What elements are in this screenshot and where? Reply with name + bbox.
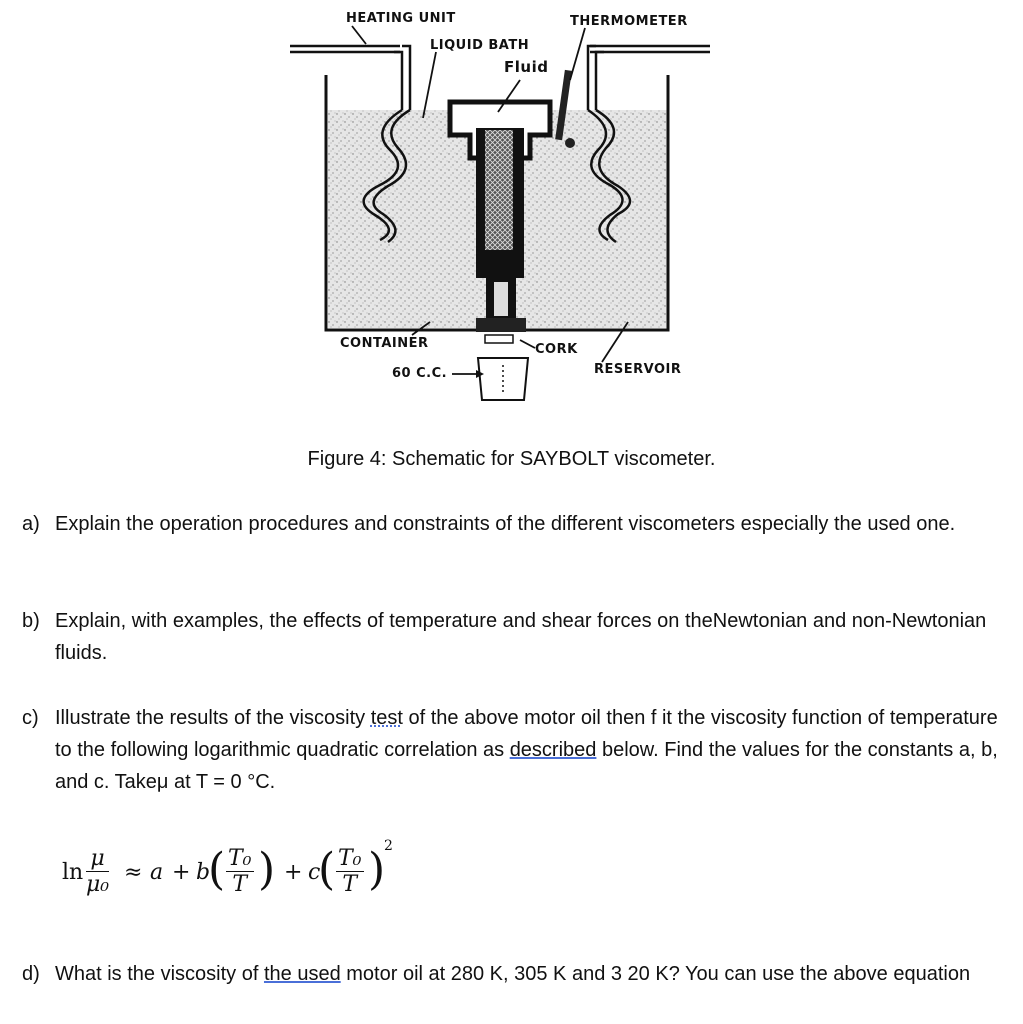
viscosity-equation (62, 838, 422, 912)
eq-left-paren-2: ( (318, 844, 336, 895)
saybolt-viscometer-figure (280, 0, 740, 420)
eq-exponent: 2 (384, 838, 393, 854)
label-reservoir: RESERVOIR (594, 362, 682, 377)
eq-mu-ratio: $\frac{\mu}{\text{μ₀}}$ (86, 846, 110, 897)
eq-t0-over-t-2: $\frac{\text{T₀}}{T}$ (338, 846, 362, 897)
question-a (22, 508, 1018, 540)
label-volume: 60 C.C. (392, 366, 448, 381)
label-thermometer: THERMOMETER (570, 14, 688, 29)
eq-a: a (150, 860, 164, 885)
underlined-described: described (509, 739, 597, 761)
question-b (22, 605, 1018, 669)
eq-ln: ln (62, 860, 84, 885)
question-b-letter: b) (22, 610, 40, 632)
label-cork: CORK (535, 342, 578, 357)
eq-b: b (196, 860, 211, 885)
label-fluid: Fluid (504, 58, 549, 76)
question-d (22, 958, 1018, 990)
eq-c: c (308, 860, 321, 885)
question-d-letter: d) (22, 963, 40, 985)
question-b-text: Explain, with examples, the effects of temperature and shear forces on theNewtonian and non-Newtonian fluids. (55, 610, 987, 664)
question-c-text: Illustrate the results of the viscosity test of the above motor oil then f it the viscosity function of temperature to the following logarithmic quadratic correlation as described below. Find the values for the constants a, b, and c. Takeμ at T = 0 °C. (55, 707, 998, 793)
eq-left-paren-1: ( (208, 844, 226, 895)
cork (476, 318, 526, 332)
eq-t0-over-t-1: $\frac{\text{T₀}}{T}$ (228, 846, 252, 897)
question-a-letter: a) (22, 513, 40, 535)
question-c (22, 702, 1018, 798)
label-container: CONTAINER (340, 336, 429, 351)
question-d-text: What is the viscosity of the used motor oil at 280 K, 305 K and 3 20 K? You can use the above equation (55, 963, 971, 985)
label-heating-unit: HEATING UNIT (346, 11, 456, 26)
eq-approx: ≈ (124, 860, 143, 885)
underlined-test: test (370, 707, 403, 729)
question-c-letter: c) (22, 707, 39, 729)
eq-right-paren-2: ) (368, 844, 386, 895)
eq-plus-1: + (172, 860, 191, 885)
eq-plus-2: + (284, 860, 303, 885)
eq-right-paren-1: ) (258, 844, 276, 895)
underlined-the-used: the used (263, 963, 341, 985)
question-a-text: Explain the operation procedures and constraints of the different viscometers especially the used one. (55, 513, 956, 535)
figure-caption: Figure 4: Schematic for SAYBOLT viscometer. (307, 448, 716, 470)
label-liquid-bath: LIQUID BATH (430, 38, 530, 53)
receiving-flask (478, 358, 528, 400)
